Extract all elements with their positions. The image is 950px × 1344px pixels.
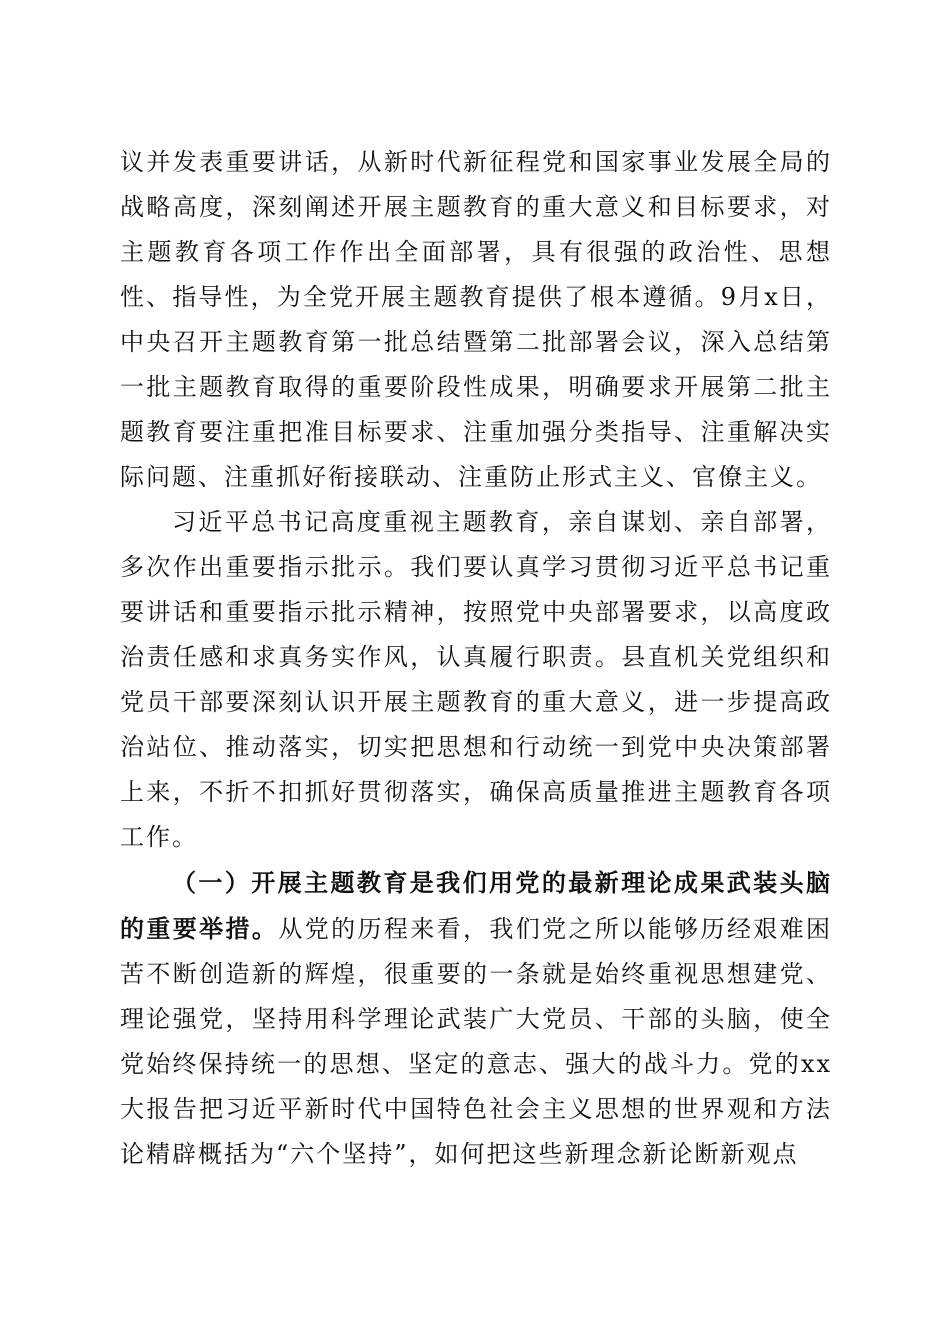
paragraph-1: 议并发表重要讲话，从新时代新征程党和国家事业发展全局的战略高度，深刻阐述开展主题教育的重大意义和目标要求，对主题教育各项工作作出全面部署，具有很强的政治性、思想性、指导性，为全党开展主题教育提供了根本遵循。9月x日，中央召开主题教育第一批总结暨第二批部署会议，深入总结第一批主题教育取得的重要阶段性成果，明确要求开展第二批主题教育要注重把准目标要求、注重加强分类指导、注重解决实际问题、注重抓好衔接联动、注重防止形式主义、官僚主义。 <box>120 148 832 491</box>
paragraph-2: 习近平总书记高度重视主题教育，亲自谋划、亲自部署，多次作出重要指示批示。我们要认真学习贯彻习近平总书记重要讲话和重要指示批示精神，按照党中央部署要求，以高度政治责任感和求真务实作风，认真履行职责。县直机关党组织和党员干部要深刻认识开展主题教育的重大意义，进一步提高政治站位、推动落实，切实把思想和行动统一到党中央决策部署上来，不折不扣抓好贯彻落实，确保高质量推进主题教育各项工作。 <box>120 508 832 851</box>
paragraph-3 <box>120 860 832 1177</box>
document-body <box>120 140 832 1177</box>
section-heading-1: （一）开展主题教育是我们用党的最新理论成果武装头脑的重要举措。 <box>120 868 832 943</box>
paragraph-3-body: 从党的历程来看，我们党之所以能够历经艰难困苦不断创造新的辉煌，很重要的一条就是始终重视思想建党、理论强党，坚持用科学理论武装广大党员、干部的头脑，使全党始终保持统一的思想、坚定的意志、强大的战斗力。党的xx大报告把习近平新时代中国特色社会主义思想的世界观和方法论精辟概括为“六个坚持”，如何把这些新理念新论断新观点 <box>120 915 833 1168</box>
